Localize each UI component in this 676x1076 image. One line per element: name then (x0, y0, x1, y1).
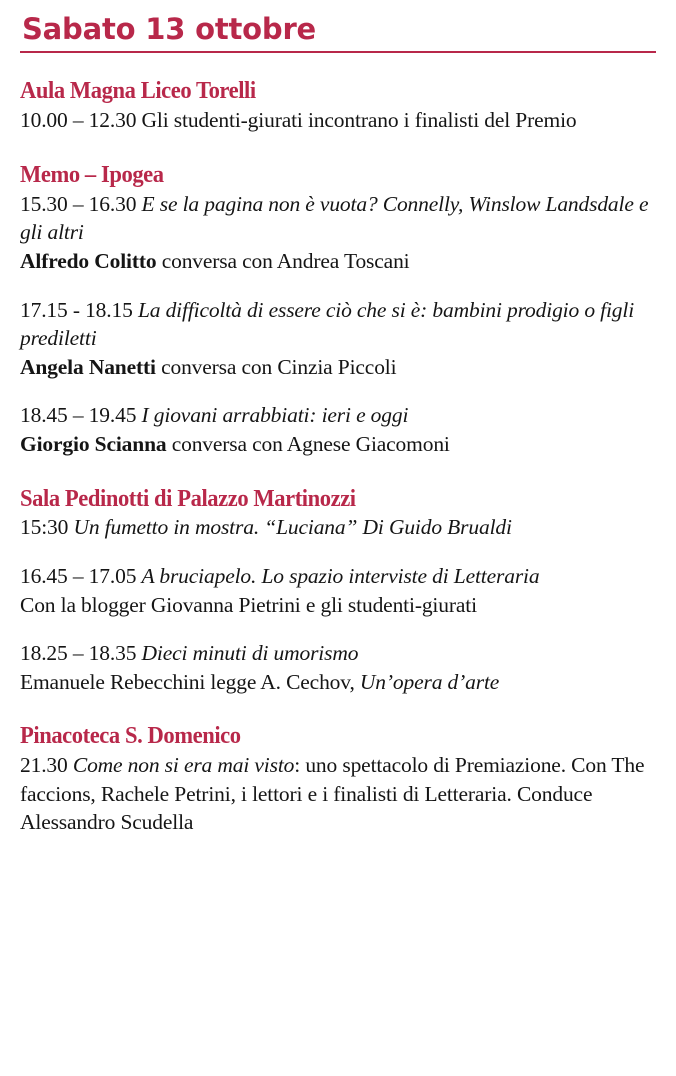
event-speaker-name: Alfredo Colitto (20, 248, 157, 273)
event-credit (20, 247, 656, 276)
event-text (20, 106, 656, 135)
event-text (20, 639, 656, 668)
event-credit-text: conversa con Cinzia Piccoli (155, 354, 397, 379)
event-title-italic: Un fumetto in mostra. “Luciana” Di Guido Brualdi (73, 515, 512, 540)
event-text (20, 562, 656, 591)
event-time: 15:30 (20, 515, 69, 540)
event-speaker-name: Angela Nanetti (20, 354, 156, 379)
venue-title: Aula Magna Liceo Torelli (20, 78, 256, 105)
event-entry (20, 562, 656, 619)
event-credit (20, 430, 656, 459)
event-text (20, 751, 656, 837)
event-time: 18.25 – 18.35 (20, 641, 137, 666)
event-title-italic: La difficoltà di essere ciò che si è: bambini prodigio o figli prediletti (20, 297, 635, 351)
event-title-tail: : uno spettacolo di Premiazione. Con The faccions, Rachele Petrini, i lettori e i finalisti di Letteraria. Conduce Alessandro Scudella (20, 753, 645, 835)
event-title-italic: A bruciapelo. Lo spazio interviste di Letteraria (141, 564, 540, 588)
event-time: 16.45 – 17.05 (20, 564, 137, 588)
event-entry (20, 751, 656, 837)
event-credit (20, 591, 656, 620)
event-entry (20, 190, 656, 276)
day-header (20, 0, 656, 53)
event-entry (20, 401, 656, 458)
venue-title: Memo – Ipogea (20, 161, 164, 188)
event-credit-text: conversa con Andrea Toscani (156, 248, 410, 273)
event-time: 17.15 - 18.15 (20, 297, 133, 322)
event-credit (20, 668, 656, 697)
event-credit-work-title: Un’opera d’arte (359, 669, 500, 694)
page-title: Sabato 13 ottobre (22, 12, 317, 46)
event-text (20, 513, 656, 542)
event-time: 18.45 – 19.45 (20, 403, 137, 428)
event-entry (20, 106, 656, 135)
venue-block (20, 162, 656, 459)
event-text (20, 401, 656, 430)
venue-title: Sala Pedinotti di Palazzo Martinozzi (20, 485, 356, 512)
event-credit-text: Emanuele Rebecchini legge A. Cechov, (20, 669, 360, 694)
event-title-italic: I giovani arrabbiati: ieri e oggi (141, 403, 409, 428)
venue-block (20, 723, 656, 837)
event-text (20, 296, 656, 353)
event-title-italic: Dieci minuti di umorismo (141, 641, 359, 666)
event-speaker-name: Giorgio Scianna (20, 431, 167, 456)
event-entry (20, 296, 656, 382)
event-title-italic: E se la pagina non è vuota? Connelly, Winslow Landsdale e gli altri (20, 191, 649, 245)
event-title: Gli studenti-giurati incontrano i finalisti del Premio (141, 108, 577, 133)
venue-block (20, 486, 656, 697)
day-title-divider (20, 51, 656, 53)
venues-container (20, 78, 656, 837)
event-time: 10.00 – 12.30 (20, 108, 137, 133)
event-credit (20, 353, 656, 382)
event-credit-text: Con la blogger Giovanna Pietrini e gli studenti-giurati (20, 592, 477, 617)
event-time: 21.30 (20, 753, 68, 778)
venue-title: Pinacoteca S. Domenico (20, 723, 241, 750)
event-entry (20, 639, 656, 696)
event-credit-text: conversa con Agnese Giacomoni (166, 431, 450, 456)
event-entry (20, 513, 656, 542)
event-time: 15.30 – 16.30 (20, 191, 137, 216)
event-title-italic: Come non si era mai visto (72, 753, 295, 778)
venue-block (20, 78, 656, 134)
event-text (20, 190, 656, 247)
